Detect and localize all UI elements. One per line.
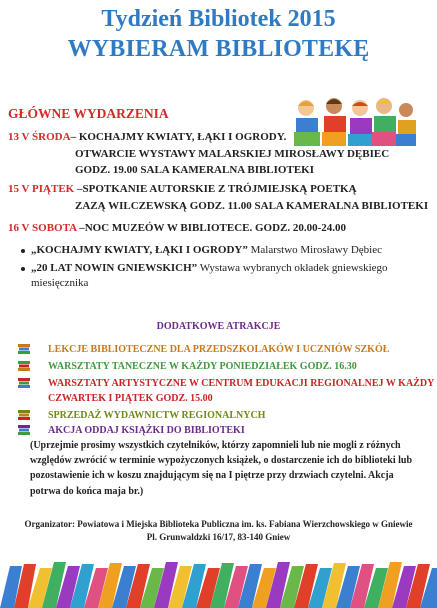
- organizer-address: Pl. Grunwaldzki 16/17, 83-140 Gniew: [146, 532, 291, 542]
- event-3-line-1: [8, 222, 346, 234]
- event-1-line-3: GODZ. 19.00 SALA KAMERALNA BIBLIOTEKI: [75, 164, 314, 176]
- extra-item-5: [48, 425, 245, 436]
- bullet-dot: [21, 267, 25, 271]
- bullet-dot: [21, 249, 25, 253]
- books-stack-icon: [18, 361, 30, 371]
- exhibit-2-desc-cont: miesięcznika: [31, 277, 89, 289]
- exhibit-bullet-2: [31, 262, 388, 274]
- event-2-line-2: ZAZĄ WILCZEWSKĄ GODZ. 11.00 SALA KAMERALNA BIBLIOTEKI: [75, 200, 429, 212]
- books-stack-icon: [18, 410, 30, 420]
- event-2-date: 15 V PIĄTEK: [8, 183, 75, 195]
- books-decoration-image: [0, 558, 437, 608]
- extra-item-1-text: LEKCJE BIBLIOTECZNE DLA PRZEDSZKOLAKÓW I UCZNIÓW SZKÓŁ: [48, 344, 390, 355]
- extra-item-3-cont: CZWARTEK I PIĄTEK GODZ. 15.00: [48, 393, 213, 404]
- event-2-line-1: [8, 183, 357, 195]
- exhibit-bullet-1: [31, 244, 382, 256]
- books-stack-icon: [18, 378, 30, 388]
- event-1-title: – KOCHAJMY KWIATY, ŁĄKI I OGRODY.: [70, 131, 287, 143]
- main-events-heading: GŁÓWNE WYDARZENIA: [8, 106, 169, 121]
- poster-title: Tydzień Bibliotek 2015: [101, 6, 336, 32]
- return-books-note: (Uprzejmie prosimy wszystkich czytelników, którzy zapomnieli lub nie mogli z różnych względów zwrócić w terminie wypożyczonych książek, o dostarczenie ich do biblioteki lub pozostawienie ich w koszu znajdującym się na I piętrze przy drzwiach czytelni. Akcja potrwa do końca maja br.): [30, 440, 413, 497]
- extra-item-2-text: WARSZTATY TANECZNE W KAŻDY PONIEDZIAŁEK GODZ. 16.30: [48, 361, 357, 372]
- exhibit-2-desc: Wystawa wybranych okładek gniewskiego: [197, 262, 388, 274]
- books-stack-icon: [18, 344, 30, 354]
- exhibit-2-title: „20 LAT NOWIN GNIEWSKICH”: [31, 262, 198, 274]
- children-reading-illustration: [292, 96, 416, 152]
- extra-item-3: [48, 378, 434, 389]
- extra-item-1: [48, 344, 389, 355]
- extra-item-4: [48, 410, 265, 421]
- extra-item-5-text: AKCJA ODDAJ KSIĄŻKI DO BIBLIOTEKI: [48, 425, 245, 436]
- event-3-title: –NOC MUZEÓW W BIBLIOTECE. GODZ. 20.00-24.00: [76, 222, 347, 234]
- exhibit-1-title: „KOCHAJMY KWIATY, ŁĄKI I OGRODY”: [31, 244, 248, 256]
- event-2-title: –SPOTKANIE AUTORSKIE Z TRÓJMIEJSKĄ POETKĄ: [74, 183, 357, 195]
- extra-item-4-text: SPRZEDAŻ WYDAWNICTW REGIONALNYCH: [48, 410, 266, 421]
- exhibit-1-desc: Malarstwo Mirosławy Dębiec: [247, 244, 382, 256]
- event-1-line-1: [8, 131, 286, 143]
- organizer-block: [0, 518, 437, 544]
- extra-item-2: [48, 361, 357, 372]
- organizer-name: Organizator: Powiatowa i Miejska Biblioteka Publiczna im. ks. Fabiana Wierzchowskiego w Gniewie: [24, 519, 413, 529]
- books-stack-icon: [18, 425, 30, 435]
- extra-item-3-text: WARSZTATY ARTYSTYCZNE W CENTRUM EDUKACJI REGIONALNEJ W KAŻDY: [48, 378, 435, 389]
- event-3-date: 16 V SOBOTA: [8, 222, 77, 234]
- event-1-date: 13 V ŚRODA: [8, 131, 71, 143]
- extras-heading: DODATKOWE ATRAKCJE: [156, 321, 281, 332]
- event-1-line-2: OTWARCIE WYSTAWY MALARSKIEJ MIROSŁAWY DĘBIEC: [75, 148, 390, 160]
- poster-subtitle: WYBIERAM BIBLIOTEKĘ: [67, 36, 370, 62]
